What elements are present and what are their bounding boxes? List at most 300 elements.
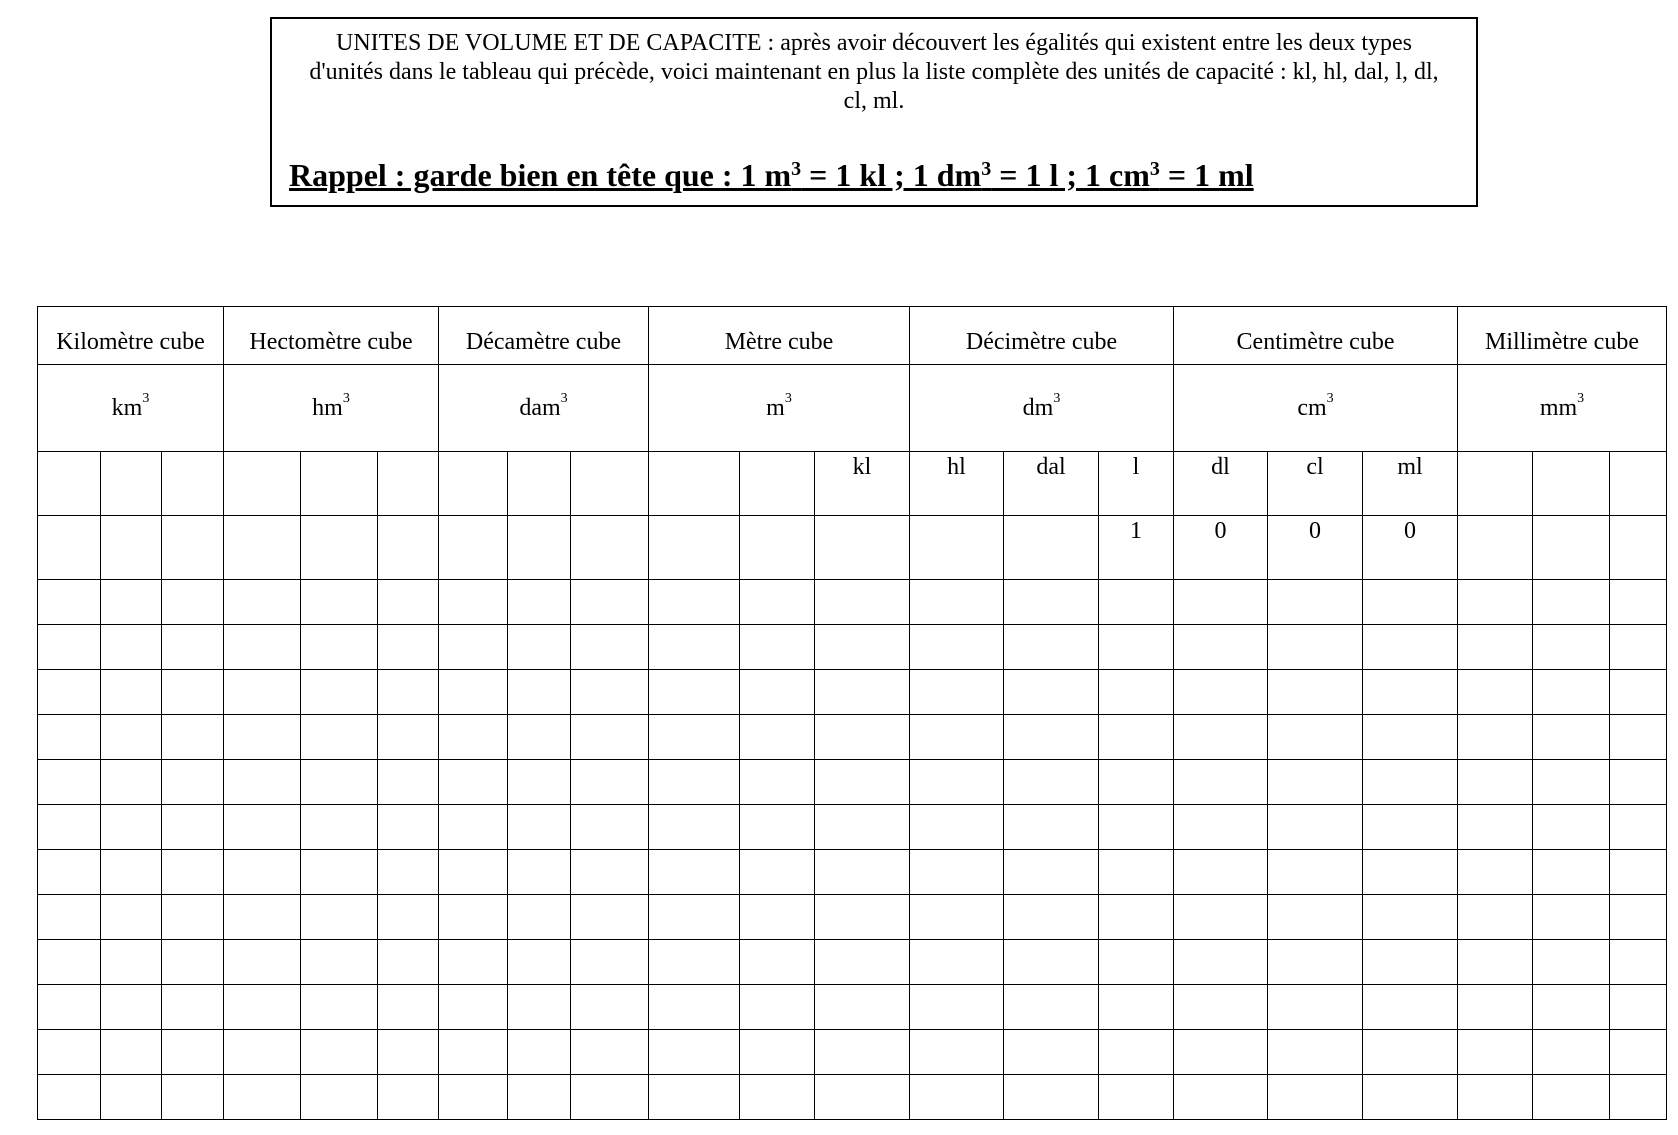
grid-cell	[162, 805, 224, 850]
grid-cell	[301, 940, 378, 985]
unit-symbol-cell	[1458, 365, 1667, 452]
grid-cell	[162, 940, 224, 985]
grid-cell	[378, 850, 439, 895]
unit-name-cell: Centimètre cube	[1174, 307, 1458, 365]
grid-cell	[1533, 760, 1610, 805]
capacity-label-cell	[378, 452, 439, 516]
grid-cell	[649, 1030, 740, 1075]
example-cell	[224, 516, 301, 580]
grid-cell	[101, 940, 162, 985]
unit-exponent: 3	[1053, 390, 1061, 406]
grid-cell	[1099, 985, 1174, 1030]
grid-cell	[649, 850, 740, 895]
example-cell	[740, 516, 815, 580]
grid-cell	[1458, 1075, 1533, 1120]
unit-symbol: mm	[1539, 394, 1578, 421]
grid-cell	[301, 580, 378, 625]
grid-cell	[1458, 985, 1533, 1030]
grid-cell	[508, 760, 571, 805]
capacity-label-cell	[301, 452, 378, 516]
grid-cell	[224, 1075, 301, 1120]
grid-cell	[910, 1030, 1004, 1075]
capacity-label-cell	[571, 452, 649, 516]
capacity-label-cell	[1458, 452, 1533, 516]
blank-row	[38, 625, 1667, 670]
grid-cell	[1004, 985, 1099, 1030]
grid-cell	[508, 895, 571, 940]
unit-symbol-cell	[649, 365, 910, 452]
example-cell	[378, 516, 439, 580]
grid-cell	[1268, 760, 1363, 805]
grid-cell	[571, 625, 649, 670]
grid-cell	[1533, 625, 1610, 670]
grid-cell	[38, 625, 101, 670]
grid-cell	[508, 580, 571, 625]
unit-exponent: 3	[1326, 390, 1334, 406]
blank-row	[38, 760, 1667, 805]
unit-symbol-cell	[439, 365, 649, 452]
capacity-label-cell: ml	[1363, 452, 1458, 516]
grid-cell	[815, 760, 910, 805]
grid-cell	[1363, 895, 1458, 940]
blank-row	[38, 850, 1667, 895]
grid-cell	[910, 985, 1004, 1030]
grid-cell	[815, 580, 910, 625]
grid-cell	[508, 850, 571, 895]
grid-cell	[571, 670, 649, 715]
grid-cell	[815, 850, 910, 895]
grid-cell	[571, 715, 649, 760]
grid-cell	[1004, 850, 1099, 895]
grid-cell	[910, 805, 1004, 850]
grid-cell	[1363, 1030, 1458, 1075]
grid-cell	[740, 625, 815, 670]
grid-cell	[162, 625, 224, 670]
grid-cell	[1363, 940, 1458, 985]
grid-cell	[815, 670, 910, 715]
grid-cell	[224, 715, 301, 760]
unit-name-cell: Décimètre cube	[910, 307, 1174, 365]
grid-cell	[38, 1075, 101, 1120]
grid-cell	[910, 715, 1004, 760]
grid-cell	[1363, 715, 1458, 760]
grid-cell	[815, 895, 910, 940]
grid-cell	[439, 670, 508, 715]
grid-cell	[649, 895, 740, 940]
grid-cell	[38, 805, 101, 850]
grid-cell	[1458, 580, 1533, 625]
grid-cell	[508, 625, 571, 670]
grid-cell	[815, 1075, 910, 1120]
grid-cell	[1268, 850, 1363, 895]
capacity-label-cell	[101, 452, 162, 516]
example-cell	[1004, 516, 1099, 580]
grid-cell	[815, 715, 910, 760]
grid-cell	[101, 1075, 162, 1120]
grid-cell	[1099, 715, 1174, 760]
grid-cell	[1099, 670, 1174, 715]
grid-cell	[162, 1075, 224, 1120]
grid-cell	[910, 895, 1004, 940]
grid-cell	[1174, 715, 1268, 760]
example-cell	[162, 516, 224, 580]
grid-cell	[1004, 940, 1099, 985]
grid-cell	[101, 580, 162, 625]
grid-cell	[1533, 850, 1610, 895]
grid-cell	[740, 1030, 815, 1075]
grid-cell	[649, 670, 740, 715]
example-cell	[439, 516, 508, 580]
grid-cell	[301, 985, 378, 1030]
grid-cell	[508, 985, 571, 1030]
grid-cell	[38, 940, 101, 985]
capacity-label-cell: dl	[1174, 452, 1268, 516]
grid-cell	[378, 1030, 439, 1075]
grid-cell	[740, 850, 815, 895]
grid-cell	[1363, 850, 1458, 895]
grid-cell	[571, 760, 649, 805]
rappel-exp-1: 3	[791, 158, 802, 180]
grid-cell	[1004, 715, 1099, 760]
grid-cell	[162, 760, 224, 805]
capacity-label-cell	[508, 452, 571, 516]
grid-cell	[649, 715, 740, 760]
grid-cell	[101, 1030, 162, 1075]
blank-row	[38, 1075, 1667, 1120]
grid-cell	[162, 670, 224, 715]
capacity-label-cell	[1610, 452, 1667, 516]
grid-cell	[301, 715, 378, 760]
grid-cell	[1004, 670, 1099, 715]
grid-cell	[1174, 760, 1268, 805]
grid-cell	[571, 985, 649, 1030]
grid-cell	[1610, 715, 1667, 760]
grid-cell	[740, 940, 815, 985]
unit-exponent: 3	[560, 390, 568, 406]
grid-cell	[224, 625, 301, 670]
grid-cell	[1099, 940, 1174, 985]
grid-cell	[1268, 895, 1363, 940]
example-cell	[101, 516, 162, 580]
example-cell	[571, 516, 649, 580]
grid-cell	[1458, 670, 1533, 715]
grid-cell	[1458, 805, 1533, 850]
grid-cell	[1174, 1075, 1268, 1120]
blank-row	[38, 580, 1667, 625]
grid-cell	[1268, 985, 1363, 1030]
unit-symbol: km	[111, 394, 143, 421]
grid-cell	[1533, 1030, 1610, 1075]
grid-cell	[38, 895, 101, 940]
grid-cell	[1268, 1030, 1363, 1075]
grid-cell	[1458, 760, 1533, 805]
grid-cell	[740, 805, 815, 850]
grid-cell	[740, 985, 815, 1030]
rappel-part-4: = 1 ml	[1159, 157, 1254, 193]
unit-symbol-row	[38, 365, 1667, 452]
grid-cell	[649, 625, 740, 670]
grid-cell	[740, 715, 815, 760]
grid-cell	[162, 985, 224, 1030]
grid-cell	[38, 760, 101, 805]
grid-cell	[378, 625, 439, 670]
grid-cell	[101, 985, 162, 1030]
grid-cell	[1610, 940, 1667, 985]
grid-cell	[1363, 625, 1458, 670]
unit-name-cell: Hectomètre cube	[224, 307, 439, 365]
grid-cell	[1610, 1075, 1667, 1120]
grid-cell	[101, 760, 162, 805]
grid-cell	[101, 670, 162, 715]
grid-cell	[1458, 625, 1533, 670]
capacity-label-cell	[649, 452, 740, 516]
grid-cell	[1268, 625, 1363, 670]
example-cell: 1	[1099, 516, 1174, 580]
blank-row	[38, 1030, 1667, 1075]
grid-cell	[38, 580, 101, 625]
grid-cell	[439, 850, 508, 895]
grid-cell	[301, 670, 378, 715]
example-cell	[38, 516, 101, 580]
grid-cell	[224, 985, 301, 1030]
capacity-label-cell	[439, 452, 508, 516]
grid-cell	[38, 715, 101, 760]
grid-cell	[1174, 985, 1268, 1030]
capacity-label-cell	[1533, 452, 1610, 516]
grid-cell	[1533, 940, 1610, 985]
unit-symbol-cell	[224, 365, 439, 452]
grid-cell	[1610, 580, 1667, 625]
unit-symbol: hm	[312, 394, 343, 421]
grid-cell	[1004, 760, 1099, 805]
grid-cell	[740, 760, 815, 805]
grid-cell	[439, 715, 508, 760]
grid-cell	[649, 805, 740, 850]
grid-cell	[439, 895, 508, 940]
grid-cell	[1363, 580, 1458, 625]
grid-cell	[301, 1075, 378, 1120]
grid-cell	[439, 760, 508, 805]
unit-name-cell: Millimètre cube	[1458, 307, 1667, 365]
grid-cell	[740, 670, 815, 715]
capacity-label-cell: kl	[815, 452, 910, 516]
grid-cell	[101, 625, 162, 670]
grid-cell	[1174, 670, 1268, 715]
grid-cell	[508, 1075, 571, 1120]
grid-cell	[1533, 580, 1610, 625]
grid-cell	[1533, 1075, 1610, 1120]
grid-cell	[740, 1075, 815, 1120]
grid-cell	[1458, 895, 1533, 940]
grid-cell	[1533, 715, 1610, 760]
example-cell: 0	[1363, 516, 1458, 580]
grid-cell	[224, 670, 301, 715]
grid-cell	[378, 1075, 439, 1120]
grid-cell	[162, 580, 224, 625]
grid-cell	[224, 760, 301, 805]
example-cell	[1533, 516, 1610, 580]
grid-cell	[301, 805, 378, 850]
grid-cell	[224, 850, 301, 895]
capacity-label-cell	[162, 452, 224, 516]
grid-cell	[378, 760, 439, 805]
blank-row	[38, 715, 1667, 760]
grid-cell	[1533, 670, 1610, 715]
unit-exponent: 3	[784, 390, 792, 406]
grid-cell	[1099, 850, 1174, 895]
grid-cell	[1458, 1030, 1533, 1075]
grid-cell	[439, 1075, 508, 1120]
example-cell	[910, 516, 1004, 580]
grid-cell	[1099, 1030, 1174, 1075]
grid-cell	[1610, 895, 1667, 940]
grid-cell	[378, 715, 439, 760]
grid-cell	[1099, 895, 1174, 940]
grid-cell	[1610, 985, 1667, 1030]
capacity-label-cell	[38, 452, 101, 516]
grid-cell	[439, 985, 508, 1030]
unit-symbol: dam	[519, 394, 561, 421]
grid-cell	[439, 625, 508, 670]
example-cell	[815, 516, 910, 580]
capacity-label-row	[38, 452, 1667, 516]
grid-cell	[1610, 850, 1667, 895]
grid-cell	[815, 985, 910, 1030]
grid-cell	[1458, 850, 1533, 895]
grid-cell	[1174, 805, 1268, 850]
example-row	[38, 516, 1667, 580]
grid-cell	[815, 940, 910, 985]
grid-cell	[38, 850, 101, 895]
grid-cell	[1458, 940, 1533, 985]
example-cell	[1610, 516, 1667, 580]
grid-cell	[571, 1075, 649, 1120]
unit-symbol-cell	[38, 365, 224, 452]
blank-row	[38, 940, 1667, 985]
grid-cell	[1610, 805, 1667, 850]
grid-cell	[1610, 625, 1667, 670]
grid-cell	[1268, 805, 1363, 850]
grid-cell	[1099, 760, 1174, 805]
unit-symbol-cell	[1174, 365, 1458, 452]
grid-cell	[1004, 895, 1099, 940]
grid-cell	[301, 895, 378, 940]
grid-cell	[1458, 715, 1533, 760]
grid-cell	[439, 580, 508, 625]
grid-cell	[301, 1030, 378, 1075]
grid-cell	[301, 625, 378, 670]
example-cell	[301, 516, 378, 580]
grid-cell	[1268, 715, 1363, 760]
grid-cell	[508, 805, 571, 850]
grid-cell	[508, 670, 571, 715]
grid-cell	[224, 895, 301, 940]
capacity-label-cell: dal	[1004, 452, 1099, 516]
grid-cell	[649, 580, 740, 625]
unit-symbol: m	[766, 394, 785, 421]
grid-cell	[1099, 580, 1174, 625]
grid-cell	[571, 1030, 649, 1075]
grid-cell	[162, 895, 224, 940]
capacity-label-cell	[224, 452, 301, 516]
capacity-label-cell: l	[1099, 452, 1174, 516]
grid-cell	[1268, 1075, 1363, 1120]
grid-cell	[38, 985, 101, 1030]
blank-row	[38, 670, 1667, 715]
grid-cell	[1268, 940, 1363, 985]
grid-cell	[1363, 1075, 1458, 1120]
grid-cell	[740, 580, 815, 625]
grid-cell	[1174, 580, 1268, 625]
grid-cell	[571, 805, 649, 850]
unit-name-cell: Décamètre cube	[439, 307, 649, 365]
grid-cell	[378, 670, 439, 715]
rappel-exp-2: 3	[981, 158, 992, 180]
capacity-label-cell: cl	[1268, 452, 1363, 516]
grid-cell	[1099, 805, 1174, 850]
unit-symbol-cell	[910, 365, 1174, 452]
grid-cell	[301, 850, 378, 895]
grid-cell	[1174, 940, 1268, 985]
grid-cell	[378, 940, 439, 985]
unit-symbol: dm	[1022, 394, 1054, 421]
rappel-part-3: = 1 l ; 1 cm	[991, 157, 1150, 193]
grid-cell	[815, 1030, 910, 1075]
rappel-part-2: = 1 kl ; 1 dm	[801, 157, 982, 193]
grid-cell	[910, 625, 1004, 670]
example-cell: 0	[1268, 516, 1363, 580]
grid-cell	[1004, 580, 1099, 625]
grid-cell	[38, 670, 101, 715]
unit-name-cell: Kilomètre cube	[38, 307, 224, 365]
grid-cell	[439, 805, 508, 850]
grid-cell	[1610, 670, 1667, 715]
grid-cell	[815, 625, 910, 670]
example-cell: 0	[1174, 516, 1268, 580]
unit-exponent: 3	[142, 390, 150, 406]
grid-cell	[101, 850, 162, 895]
grid-cell	[1099, 625, 1174, 670]
grid-cell	[162, 850, 224, 895]
example-cell	[649, 516, 740, 580]
grid-cell	[740, 895, 815, 940]
grid-cell	[224, 1030, 301, 1075]
grid-cell	[1004, 1030, 1099, 1075]
grid-cell	[1174, 1030, 1268, 1075]
grid-cell	[378, 580, 439, 625]
grid-cell	[649, 985, 740, 1030]
example-cell	[508, 516, 571, 580]
intro-text: UNITES DE VOLUME ET DE CAPACITE : après avoir découvert les égalités qui existent entre les deux types d'unités dans le tableau qui précède, voici maintenant en plus la liste complète des unités de capacité : kl, hl, dal, l, dl, cl, ml.	[309, 30, 1439, 114]
grid-cell	[1363, 760, 1458, 805]
grid-cell	[571, 895, 649, 940]
grid-cell	[38, 1030, 101, 1075]
grid-cell	[1610, 1030, 1667, 1075]
grid-cell	[1174, 850, 1268, 895]
blank-row	[38, 805, 1667, 850]
unit-exponent: 3	[342, 390, 350, 406]
grid-cell	[571, 580, 649, 625]
unit-exponent: 3	[1577, 390, 1585, 406]
grid-cell	[162, 715, 224, 760]
grid-cell	[162, 1030, 224, 1075]
grid-cell	[571, 940, 649, 985]
grid-cell	[910, 940, 1004, 985]
grid-cell	[1268, 670, 1363, 715]
grid-cell	[1099, 1075, 1174, 1120]
grid-cell	[910, 850, 1004, 895]
grid-cell	[508, 715, 571, 760]
